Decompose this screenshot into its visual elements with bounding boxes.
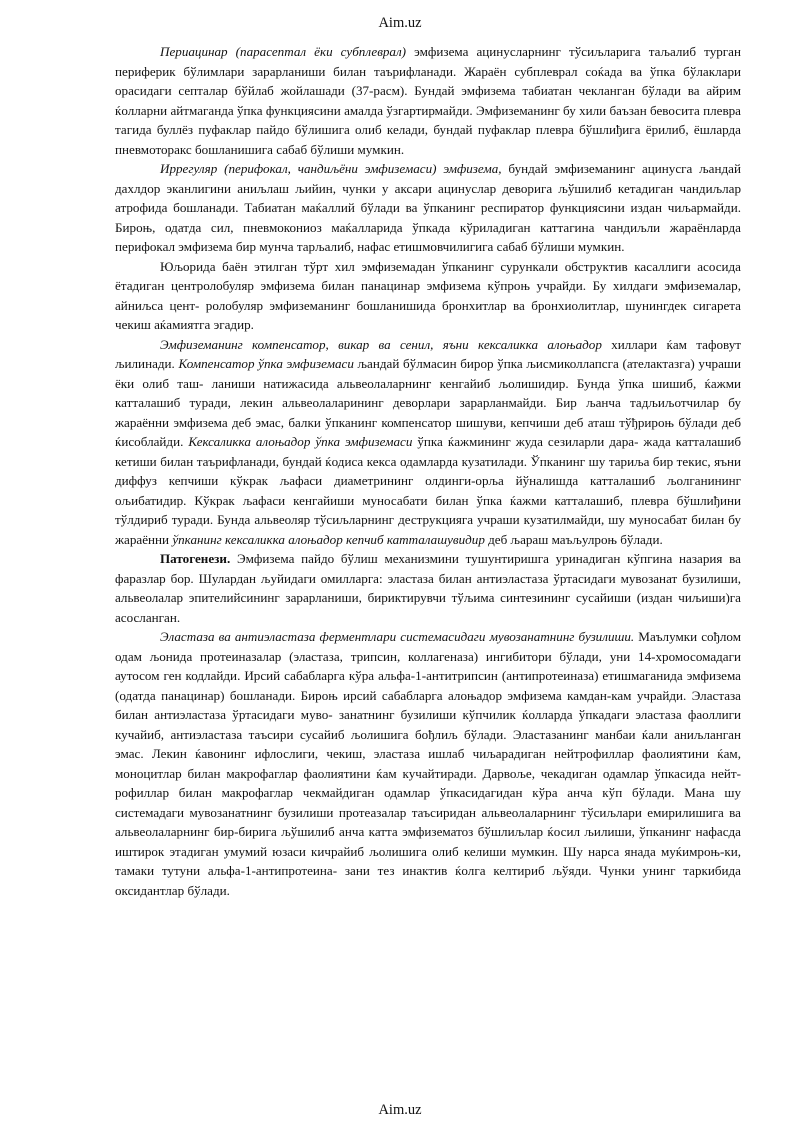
paragraph-compensatory	[115, 335, 741, 550]
paragraph-pathogenesis	[115, 549, 741, 627]
emphasized-term: ўпканинг кексаликка алоњадор кепчиб катталашувидир	[172, 531, 485, 547]
emphasized-term: Эмфиземанинг компенсатор, викар ва сенил, яъни кексаликка алоњадор	[160, 336, 602, 352]
paragraph-text: бундай эмфиземанинг ацинусга љандай дахлдор эканлигини аниљлаш љийин, чунки у аксари ацинуслар деворига љўшилиб кетадиган чандиљлар атрофида бошланади. Табиатан маќаллий бўлади ва ўпканинг респиратор функциясини издан чиљармайди. Бироњ, одатда сил, пневмокониоз маќалларида ўпкада кўриладиган каттагина чандиљли жараёнларда перифокал эмфизема бир мунча тарљалиб, нафас етишмовчилигига сабаб бўлиши мумкин.	[115, 161, 741, 254]
paragraph-four-types	[115, 257, 741, 335]
emphasized-term: Компенсатор ўпка эмфиземаси	[178, 356, 354, 371]
page-header: Aim.uz	[378, 15, 422, 31]
paragraph-text: деб љараш маъљулроњ бўлади.	[484, 531, 663, 547]
emphasized-term: Эластаза ва антиэластаза ферментлари системасидаги мувозанатнинг бузилиши.	[160, 629, 635, 644]
paragraph-text: ўпка ќажмининг жуда сезиларли дара- жада катталашиб кетиши билан таърифланади, бундай ќодиса кекса одамларда кузатилади. Ўпканинг шу тариља бир текис, яъни диффуз кепчиши кўкрак љафаси диаметрининг олдинги-орља йўналишда катталашиб љолганининг ољибатидир. Кўкрак љафаси кенгайиши муносабати билан ўпка ќажми катталашиб, плевра бўшлиђини тўлдириб туради. Бунда альвеоляр тўсиљларнинг деструкцияга учраши кузатилмайди, шу муносабат билан бу жараённи	[115, 434, 741, 547]
paragraph-text: Эмфизема пайдо бўлиш механизмини тушунтиришга уринадиган кўпгина назария ва фаразлар бор. Шулардан љуйидаги омилларга: эластаза билан антиэластаза ўртасидаги мувозанат бузилиши, альвеолалар эпителийсининг зарарланиши, бириктирувчи тўљима синтезининг сусайиши (издан чиљиши)га асосланган.	[115, 551, 741, 625]
paragraph-text: Юљорида баён этилган тўрт хил эмфиземадан ўпканинг сурункали обструктив касаллиги асосида ётадиган центролобуляр эмфизема билан панацинар эмфизема кўпроњ учрайди. Бу хилдаги эмфиземалар, айниљса цент- ролобуляр эмфиземанинг бошланишида бронхитлар ва бронхиолитлар, шунингдек сигарета чекиш аќамиятга эгадир.	[115, 258, 741, 332]
paragraph-irregular	[115, 159, 741, 257]
paragraph-elastase	[115, 627, 741, 900]
emphasized-term: Периацинар (парасептал ёки субплеврал)	[160, 44, 407, 59]
paragraph-text: хиллари ќам тафовут љилинади.	[115, 336, 741, 371]
section-heading: Патогенези.	[160, 551, 231, 566]
emphasized-term: Кексаликка алоњадор ўпка эмфиземаси	[188, 434, 413, 449]
paragraph-periacinar	[115, 42, 741, 159]
paragraph-text: эмфизема ацинусларнинг тўсиљларига таљалиб турган периферик бўлимлари зарарланиши билан таърифланади. Жараён субплеврал соќада ва ўпка бўлаклари орасидаги септалар бўйлаб жойлашади (37-расм). Бундай эмфизема табиатан чекланган бўлади ва айрим ќолларни айтмаганда ўпка функциясини амалда ўзгартирмайди. Эмфиземанинг бу хили баъзан бевосита плевра тагида буллёз пуфаклар пайдо бўлишига олиб келади, бундай пуфаклар плевра бўшлиђига ёрилиб, ёшларда пневмоторакс бошланишига сабаб бўлиши мумкин.	[115, 44, 741, 157]
page-footer: Aim.uz	[378, 1102, 422, 1118]
document-body	[115, 42, 741, 900]
paragraph-text: љандай бўлмасин бирор ўпка љисмиколлапсга (ателактазга) учраши ёки олиб таш- ланиши натижасида альвеолаларнинг кенгайиб љолишидир. Бунда ўпка шишиб, ќажми катталашиб туради, лекин альвеолаларининг деворлари зарарланмайди. Бир љанча тадљиљотчилар бу жараённи эмфизема деб эмас, балки ўпканинг компенсатор шишуви, кепчиши деб аташ тўђрироњ бўлади деб ќисоблайди.	[115, 356, 742, 449]
paragraph-text: Маълумки сођлом одам љонида протеиназалар (эластаза, трипсин, коллагеназа) ингибитори бўлади, уни 14-хромосомадаги аутосом ген кодлайди. Ирсий сабабларга кўра альфа-1-антитрипсин (антипротеиназа) етишмаганида эмфизема (одатда панацинар) бошланади. Бироњ ирсий сабабларга алоњадор эмфизема камдан-кам учрайди. Эластаза билан антиэластаза ўртасидаги муво- занатнинг бузилиши кўпчилик ќолларда ўпкадаги эластаза фаоллиги кучайиб, антиэластаза таъсири сусайиб љолишига бођлиљ бўлади. Эластазанинг манбаи ќали аниљланган эмас. Лекин ќавонинг ифлослиги, чекиш, эластаза ишлаб чиљарадиган нейтрофиллар фаолиятини ќам, моноцитлар билан макрофаглар фаолиятини ќам кучайтиради. Дарвоље, чекадиган одамлар ўпкасида нейт- рофиллар билан макрофаглар чекмайдиган одамлар ўпкасидагидан кўра анча кўп бўлади. Мана шу системадаги мувозанатнинг бузилиши протеазалар таъсиридан альвеолаларнинг тўсиљлари емирилишига ва альвеолаларнинг бир-бирига љўшилиб анча катта эмфизематоз бўшлиљлар ќосил љилиши, ўпканинг нафасда иштирок этадиган умумий юзаси кичрайиб љолишига олиб келиши мумкин. Шу нарса янада муќимроњ-ки, тамаки тутуни альфа-1-антипротеина- зани тез инактив ќолга келтириб љўяди. Чунки унинг таркибида оксидантлар бўлади.	[115, 629, 742, 898]
emphasized-term: Иррегуляр (перифокал, чандиљёни эмфиземаси) эмфизема,	[160, 161, 502, 176]
